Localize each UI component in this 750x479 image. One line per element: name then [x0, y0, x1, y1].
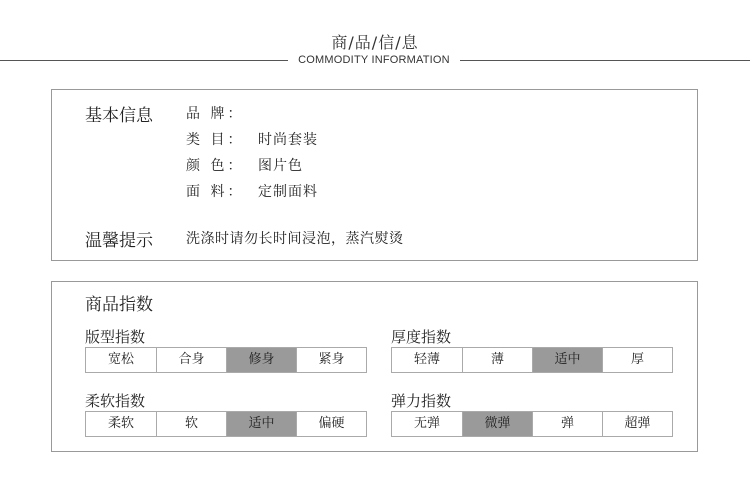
header-divider-right: [460, 60, 750, 61]
index-title-fit: 版型指数: [85, 328, 146, 346]
softness-index-scale: [85, 411, 367, 437]
scale-option: 紧身: [296, 348, 366, 372]
product-index-label: 商品指数: [85, 295, 153, 315]
info-row-color: [186, 155, 303, 175]
elasticity-index-scale: [391, 411, 673, 437]
product-index-card: [51, 281, 698, 452]
scale-option: 轻薄: [413, 352, 440, 367]
info-key: 类 目：: [186, 132, 245, 148]
index-title-softness: 柔软指数: [85, 392, 146, 410]
scale-option-selected: 适中: [532, 348, 602, 372]
page-header: [0, 0, 750, 75]
index-title-thickness: 厚度指数: [391, 328, 452, 346]
scale-option: 弹: [532, 412, 602, 436]
info-value: 定制面料: [258, 184, 318, 200]
scale-option: 合身: [156, 348, 226, 372]
thickness-index-scale: [391, 347, 673, 373]
scale-option: 无弹: [413, 416, 440, 431]
header-divider-left: [0, 60, 288, 61]
index-title-elasticity: 弹力指数: [391, 392, 452, 410]
scale-option: 薄: [462, 348, 532, 372]
info-key: 品 牌：: [186, 106, 245, 122]
scale-option: 偏硬: [296, 412, 366, 436]
basic-info-card: [51, 89, 698, 261]
info-value: 时尚套装: [258, 132, 318, 148]
fit-index-scale: [85, 347, 367, 373]
scale-option-selected: 修身: [226, 348, 296, 372]
info-value: 图片色: [258, 158, 303, 174]
scale-option-selected: 微弹: [462, 412, 532, 436]
scale-option-selected: 适中: [226, 412, 296, 436]
info-row-fabric: [186, 181, 318, 201]
scale-option: 超弹: [602, 412, 672, 436]
basic-info-label: 基本信息: [85, 106, 153, 126]
tip-text: 洗涤时请勿长时间浸泡，蒸汽熨烫: [186, 231, 404, 247]
scale-option: 厚: [602, 348, 672, 372]
scale-option: 柔软: [107, 416, 134, 431]
info-row-category: [186, 129, 318, 149]
header-title: 商/品/信/息: [331, 33, 419, 52]
scale-option: 宽松: [107, 352, 134, 367]
info-key: 面 料：: [186, 184, 245, 200]
info-row-brand: [186, 103, 258, 123]
info-key: 颜 色：: [186, 158, 245, 174]
scale-option: 软: [156, 412, 226, 436]
tip-label: 温馨提示: [85, 231, 153, 251]
header-subtitle: COMMODITY INFORMATION: [298, 54, 450, 66]
